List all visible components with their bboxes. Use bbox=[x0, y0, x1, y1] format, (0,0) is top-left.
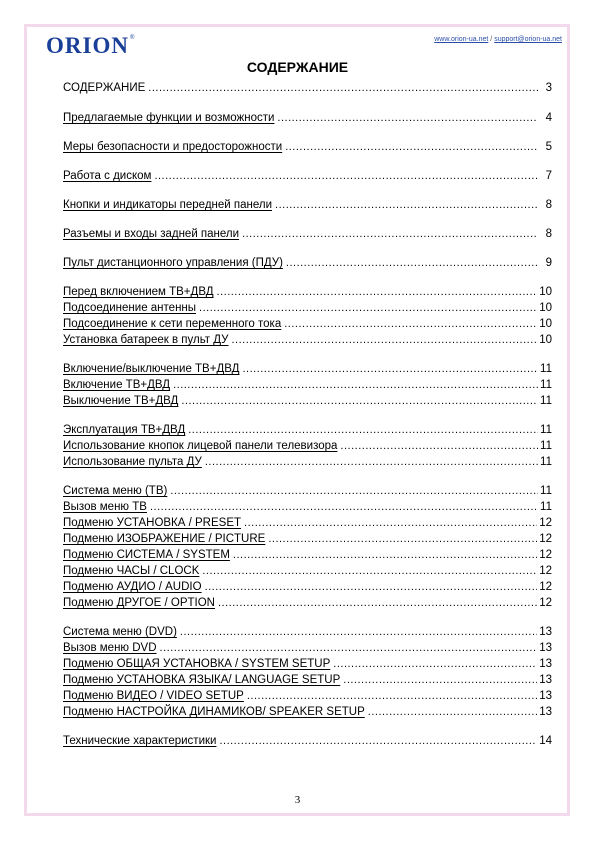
toc-entry[interactable] bbox=[63, 454, 552, 470]
toc-entry-label[interactable]: Подменю УСТАНОВКА / PRESET bbox=[63, 517, 242, 529]
toc-entry[interactable] bbox=[63, 624, 552, 640]
toc-leader-dots bbox=[233, 547, 537, 563]
toc-entry-page: 11 bbox=[540, 501, 552, 513]
toc-entry[interactable] bbox=[63, 284, 552, 300]
toc-group bbox=[63, 110, 552, 126]
toc-leader-dots bbox=[154, 168, 538, 184]
toc-group bbox=[63, 624, 552, 720]
toc-entry-page: 11 bbox=[540, 440, 552, 452]
toc-entry[interactable] bbox=[63, 688, 552, 704]
toc-entry[interactable] bbox=[63, 361, 552, 377]
toc-entry-page: 9 bbox=[545, 257, 552, 269]
toc-entry-label[interactable]: Подсоединение к сети переменного тока bbox=[63, 318, 282, 330]
toc-leader-dots bbox=[277, 110, 538, 126]
toc-entry[interactable] bbox=[63, 255, 552, 271]
toc-group bbox=[63, 733, 552, 749]
toc-leader-dots bbox=[285, 139, 538, 155]
logo-text: ORION bbox=[46, 33, 129, 58]
toc-entry[interactable] bbox=[63, 672, 552, 688]
toc-leader-dots bbox=[284, 316, 537, 332]
toc-entry-label[interactable]: Использование кнопок лицевой панели телевизора bbox=[63, 440, 338, 452]
toc-entry-page: 13 bbox=[539, 690, 552, 702]
toc-entry-page: 13 bbox=[539, 706, 552, 718]
toc-entry-page: 10 bbox=[539, 334, 552, 346]
toc-leader-dots bbox=[343, 672, 537, 688]
toc-group bbox=[63, 168, 552, 184]
toc-entry[interactable] bbox=[63, 595, 552, 611]
toc-entry-page: 11 bbox=[540, 363, 552, 375]
toc-entry[interactable] bbox=[63, 226, 552, 242]
link-separator: / bbox=[488, 36, 495, 43]
toc-entry[interactable] bbox=[63, 393, 552, 409]
toc-entry-label[interactable]: Подменю АУДИО / AUDIO bbox=[63, 581, 202, 593]
toc-entry-page: 12 bbox=[539, 597, 552, 609]
toc-entry-label[interactable]: Технические характеристики bbox=[63, 735, 217, 747]
toc-entry-page: 12 bbox=[539, 549, 552, 561]
website-link[interactable]: www.orion-ua.net bbox=[434, 36, 489, 43]
toc-entry[interactable] bbox=[63, 197, 552, 213]
toc-entry[interactable] bbox=[63, 531, 552, 547]
toc-leader-dots bbox=[218, 595, 537, 611]
toc-entry-page: 11 bbox=[540, 395, 552, 407]
toc-entry-page: 3 bbox=[545, 82, 552, 94]
toc-leader-dots bbox=[231, 332, 537, 348]
toc-entry[interactable] bbox=[63, 499, 552, 515]
toc-group bbox=[63, 255, 552, 271]
toc-leader-dots bbox=[202, 563, 537, 579]
toc-entry[interactable] bbox=[63, 563, 552, 579]
toc-leader-dots bbox=[286, 255, 538, 271]
toc-entry-page: 12 bbox=[539, 581, 552, 593]
table-of-contents bbox=[63, 80, 552, 762]
toc-entry-label[interactable]: СОДЕРЖАНИЕ bbox=[63, 82, 146, 94]
toc-entry-label[interactable]: Подменю ОБЩАЯ УСТАНОВКА / SYSTEM SETUP bbox=[63, 658, 331, 670]
toc-entry-label[interactable]: Кнопки и индикаторы передней панели bbox=[63, 199, 273, 211]
toc-group bbox=[63, 197, 552, 213]
toc-leader-dots bbox=[173, 377, 538, 393]
toc-entry[interactable] bbox=[63, 515, 552, 531]
toc-entry-page: 14 bbox=[539, 735, 552, 747]
toc-group bbox=[63, 139, 552, 155]
toc-leader-dots bbox=[205, 579, 538, 595]
toc-entry[interactable] bbox=[63, 80, 552, 96]
toc-entry-label[interactable]: Разъемы и входы задней панели bbox=[63, 228, 240, 240]
toc-entry-page: 12 bbox=[539, 533, 552, 545]
toc-entry-label[interactable]: Меры безопасности и предосторожности bbox=[63, 141, 283, 153]
toc-entry[interactable] bbox=[63, 547, 552, 563]
toc-leader-dots bbox=[217, 284, 538, 300]
toc-entry-label[interactable]: Установка батареек в пульт ДУ bbox=[63, 334, 229, 346]
toc-entry-page: 12 bbox=[539, 565, 552, 577]
toc-entry-label[interactable]: Выключение ТВ+ДВД bbox=[63, 395, 179, 407]
toc-entry-page: 11 bbox=[540, 485, 552, 497]
toc-leader-dots bbox=[275, 197, 538, 213]
toc-entry-label[interactable]: Подменю НАСТРОЙКА ДИНАМИКОВ/ SPEAKER SETUP bbox=[63, 706, 365, 718]
toc-entry-label[interactable]: Вызов меню ТВ bbox=[63, 501, 147, 513]
toc-leader-dots bbox=[242, 226, 538, 242]
toc-entry[interactable] bbox=[63, 332, 552, 348]
toc-entry-page: 11 bbox=[540, 424, 552, 436]
toc-entry-page: 13 bbox=[539, 626, 552, 638]
toc-entry-page: 13 bbox=[539, 674, 552, 686]
toc-leader-dots bbox=[268, 531, 537, 547]
toc-entry-label[interactable]: Работа с диском bbox=[63, 170, 152, 182]
toc-entry-page: 10 bbox=[539, 302, 552, 314]
toc-leader-dots bbox=[150, 499, 538, 515]
toc-entry[interactable] bbox=[63, 168, 552, 184]
toc-entry-page: 8 bbox=[545, 199, 552, 211]
toc-entry[interactable] bbox=[63, 316, 552, 332]
toc-entry-label[interactable]: Система меню (ТВ) bbox=[63, 485, 168, 497]
registered-mark: ® bbox=[129, 35, 135, 41]
toc-entry-label[interactable]: Подменю ВИДЕО / VIDEO SETUP bbox=[63, 690, 244, 702]
toc-entry-label[interactable]: Система меню (DVD) bbox=[63, 626, 177, 638]
toc-entry-label[interactable]: Вызов меню DVD bbox=[63, 642, 157, 654]
toc-leader-dots bbox=[180, 624, 537, 640]
toc-leader-dots bbox=[244, 515, 537, 531]
toc-entry-page: 13 bbox=[539, 658, 552, 670]
toc-leader-dots bbox=[219, 733, 537, 749]
toc-entry-page: 10 bbox=[539, 286, 552, 298]
toc-entry-page: 4 bbox=[545, 112, 552, 124]
toc-entry-label[interactable]: Перед включением ТВ+ДВД bbox=[63, 286, 214, 298]
toc-leader-dots bbox=[170, 483, 538, 499]
toc-entry[interactable] bbox=[63, 483, 552, 499]
toc-entry-page: 7 bbox=[545, 170, 552, 182]
toc-entry-page: 11 bbox=[540, 456, 552, 468]
toc-leader-dots bbox=[242, 361, 538, 377]
toc-entry-page: 12 bbox=[539, 517, 552, 529]
toc-entry[interactable] bbox=[63, 579, 552, 595]
support-email-link[interactable]: support@orion-ua.net bbox=[494, 36, 562, 43]
toc-entry[interactable] bbox=[63, 110, 552, 126]
toc-leader-dots bbox=[199, 300, 537, 316]
toc-entry[interactable] bbox=[63, 139, 552, 155]
toc-entry[interactable] bbox=[63, 640, 552, 656]
toc-leader-dots bbox=[181, 393, 538, 409]
toc-entry-label[interactable]: Включение ТВ+ДВД bbox=[63, 379, 171, 391]
toc-entry-label[interactable]: Использование пульта ДУ bbox=[63, 456, 202, 468]
toc-entry[interactable] bbox=[63, 377, 552, 393]
toc-entry[interactable] bbox=[63, 438, 552, 454]
toc-leader-dots bbox=[148, 80, 538, 96]
toc-entry[interactable] bbox=[63, 704, 552, 720]
toc-group bbox=[63, 361, 552, 409]
page-title: СОДЕРЖАНИЕ bbox=[246, 59, 349, 75]
toc-leader-dots bbox=[247, 688, 537, 704]
toc-group bbox=[63, 80, 552, 96]
toc-entry[interactable] bbox=[63, 300, 552, 316]
header-links bbox=[434, 36, 562, 43]
toc-entry-label[interactable]: Пульт дистанционного управления (ПДУ) bbox=[63, 257, 283, 269]
toc-entry-page: 10 bbox=[539, 318, 552, 330]
toc-entry-page: 11 bbox=[540, 379, 552, 391]
toc-entry[interactable] bbox=[63, 733, 552, 749]
toc-entry-label[interactable]: Подменю СИСТЕМА / SYSTEM bbox=[63, 549, 230, 561]
toc-group bbox=[63, 284, 552, 348]
toc-entry-label[interactable]: Подсоединение антенны bbox=[63, 302, 197, 314]
toc-entry-label[interactable]: Предлагаемые функции и возможности bbox=[63, 112, 275, 124]
toc-group bbox=[63, 226, 552, 242]
toc-leader-dots bbox=[205, 454, 538, 470]
orion-logo bbox=[46, 33, 134, 59]
toc-entry-page: 8 bbox=[545, 228, 552, 240]
toc-leader-dots bbox=[188, 422, 538, 438]
toc-leader-dots bbox=[160, 640, 538, 656]
toc-entry-label[interactable]: Подменю ЧАСЫ / CLOCK bbox=[63, 565, 200, 577]
toc-entry-page: 13 bbox=[539, 642, 552, 654]
toc-entry-label[interactable]: Подменю ДРУГОЕ / OPTION bbox=[63, 597, 215, 609]
toc-leader-dots bbox=[368, 704, 537, 720]
toc-entry-label[interactable]: Эксплуатация ТВ+ДВД bbox=[63, 424, 186, 436]
toc-entry[interactable] bbox=[63, 422, 552, 438]
toc-group bbox=[63, 422, 552, 470]
toc-entry-label[interactable]: Включение/выключение ТВ+ДВД bbox=[63, 363, 240, 375]
toc-entry-label[interactable]: Подменю УСТАНОВКА ЯЗЫКА/ LANGUAGE SETUP bbox=[63, 674, 341, 686]
toc-leader-dots bbox=[333, 656, 537, 672]
toc-group bbox=[63, 483, 552, 611]
toc-leader-dots bbox=[340, 438, 538, 454]
toc-entry-page: 5 bbox=[545, 141, 552, 153]
toc-entry-label[interactable]: Подменю ИЗОБРАЖЕНИЕ / PICTURE bbox=[63, 533, 266, 545]
page-number: 3 bbox=[294, 794, 301, 806]
toc-entry[interactable] bbox=[63, 656, 552, 672]
